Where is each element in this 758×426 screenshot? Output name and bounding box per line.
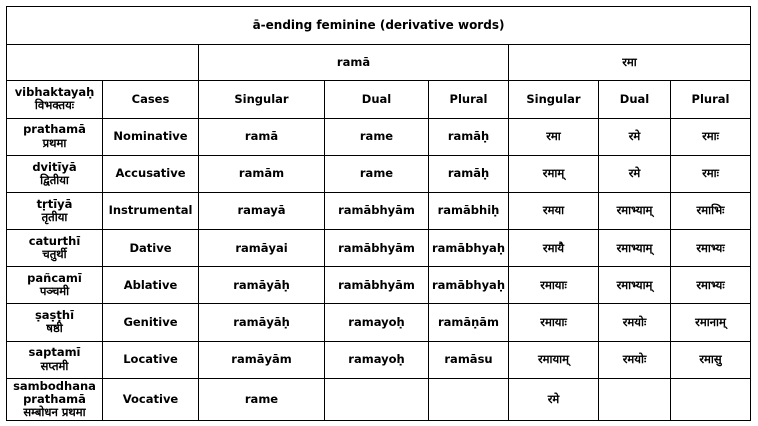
case-cell: Vocative [103, 378, 199, 420]
vibhakti-name-cell [7, 230, 103, 267]
singular-devanagari-cell: रमायाम् [509, 341, 599, 378]
plural-latin-cell: ramābhyaḥ [429, 267, 509, 304]
plural-devanagari-cell: रमाभिः [671, 192, 751, 229]
plural-devanagari-cell: रमाभ्यः [671, 230, 751, 267]
vibhakti-latin: saptamī [28, 345, 81, 360]
dual-latin-cell: ramayoḥ [325, 304, 429, 341]
vibhakti-latin: caturthī [28, 233, 81, 248]
dual-devanagari-cell: रमाभ्याम् [599, 267, 671, 304]
vibhakti-latin: ṣaṣṭhī [34, 308, 75, 323]
singular-latin-cell: ramā [199, 118, 325, 155]
singular-latin-cell: ramāyāḥ [199, 267, 325, 304]
singular-header-dev: Singular [509, 81, 599, 118]
case-cell: Ablative [103, 267, 199, 304]
vibhakti-latin: dvitīyā [32, 159, 77, 174]
vibhakti-name-cell [7, 267, 103, 304]
singular-latin-cell: rame [199, 378, 325, 420]
vibhakti-devanagari: षष्ठी [46, 321, 63, 336]
table-row [7, 192, 751, 229]
vibhakti-devanagari: द्वितीया [40, 172, 69, 187]
dual-header: Dual [325, 81, 429, 118]
vibhakti-header-devanagari: विभक्तयः [34, 98, 75, 113]
vibhakti-devanagari: पञ्चमी [39, 284, 70, 299]
vibhakti-header [7, 81, 103, 118]
dual-devanagari-cell: रमयोः [599, 341, 671, 378]
table-row [7, 378, 751, 420]
dual-latin-cell: ramābhyām [325, 267, 429, 304]
table-row [7, 118, 751, 155]
dual-devanagari-cell: रमे [599, 155, 671, 192]
vibhakti-latin: prathamā [23, 122, 86, 137]
singular-devanagari-cell: रमाम् [509, 155, 599, 192]
case-cell: Accusative [103, 155, 199, 192]
title-row [7, 7, 751, 45]
singular-devanagari-cell: रमायाः [509, 267, 599, 304]
dual-devanagari-cell: रमयोः [599, 304, 671, 341]
dual-latin-cell: ramābhyām [325, 230, 429, 267]
case-cell: Genitive [103, 304, 199, 341]
vibhakti-name-cell [7, 192, 103, 229]
dual-latin-cell: ramayoḥ [325, 341, 429, 378]
vibhakti-latin: pañcamī [27, 271, 82, 286]
plural-header-dev: Plural [671, 81, 751, 118]
vibhakti-name-cell [7, 304, 103, 341]
table-row [7, 341, 751, 378]
plural-latin-cell: ramāḥ [429, 118, 509, 155]
singular-latin-cell: ramayā [199, 192, 325, 229]
singular-devanagari-cell: रमायाः [509, 304, 599, 341]
vibhakti-devanagari: चतुर्थी [42, 247, 67, 262]
case-cell: Locative [103, 341, 199, 378]
plural-header: Plural [429, 81, 509, 118]
dual-devanagari-cell: रमाभ्याम् [599, 192, 671, 229]
singular-devanagari-cell: रमायै [509, 230, 599, 267]
case-cell: Nominative [103, 118, 199, 155]
table-row [7, 230, 751, 267]
vibhakti-name-cell [7, 155, 103, 192]
dual-latin-cell: ramābhyām [325, 192, 429, 229]
group-header-row [7, 45, 751, 81]
vibhakti-devanagari: तृतीया [41, 209, 68, 224]
vibhakti-latin: tṛtīyā [36, 196, 73, 211]
plural-latin-cell: ramāsu [429, 341, 509, 378]
dual-latin-cell: rame [325, 155, 429, 192]
plural-latin-cell: ramāṇām [429, 304, 509, 341]
table-row [7, 155, 751, 192]
vibhakti-devanagari: प्रथमा [42, 135, 67, 150]
plural-devanagari-cell: रमाभ्यः [671, 267, 751, 304]
vibhakti-devanagari: सम्बोधन प्रथमा [23, 404, 86, 419]
vibhakti-name-cell [7, 378, 103, 420]
singular-latin-cell: ramāyām [199, 341, 325, 378]
plural-devanagari-cell: रमाः [671, 155, 751, 192]
dual-latin-cell [325, 378, 429, 420]
cases-header: Cases [103, 81, 199, 118]
vibhakti-name-cell [7, 341, 103, 378]
group-latin-header: ramā [199, 45, 509, 81]
vibhakti-header-latin: vibhaktayaḥ [14, 85, 95, 100]
dual-devanagari-cell: रमे [599, 118, 671, 155]
singular-devanagari-cell: रमया [509, 192, 599, 229]
vibhakti-devanagari: सप्तमी [40, 358, 69, 373]
plural-latin-cell: ramābhyaḥ [429, 230, 509, 267]
vibhakti-latin: sambodhana prathamā [13, 378, 96, 406]
dual-devanagari-cell [599, 378, 671, 420]
plural-latin-cell: ramāḥ [429, 155, 509, 192]
table-row [7, 267, 751, 304]
dual-latin-cell: rame [325, 118, 429, 155]
singular-header: Singular [199, 81, 325, 118]
plural-devanagari-cell [671, 378, 751, 420]
plural-devanagari-cell: रमाः [671, 118, 751, 155]
dual-devanagari-cell: रमाभ्याम् [599, 230, 671, 267]
plural-devanagari-cell: रमासु [671, 341, 751, 378]
case-cell: Instrumental [103, 192, 199, 229]
singular-latin-cell: ramāyāḥ [199, 304, 325, 341]
declension-table [6, 6, 751, 421]
singular-latin-cell: ramām [199, 155, 325, 192]
singular-devanagari-cell: रमा [509, 118, 599, 155]
column-header-row [7, 81, 751, 118]
dual-header-dev: Dual [599, 81, 671, 118]
singular-latin-cell: ramāyai [199, 230, 325, 267]
plural-devanagari-cell: रमानाम् [671, 304, 751, 341]
table-row [7, 304, 751, 341]
table-title: ā-ending feminine (derivative words) [7, 7, 751, 45]
case-cell: Dative [103, 230, 199, 267]
plural-latin-cell [429, 378, 509, 420]
vibhakti-name-cell [7, 118, 103, 155]
group-devanagari-header: रमा [509, 45, 751, 81]
plural-latin-cell: ramābhiḥ [429, 192, 509, 229]
blank-corner-cell [7, 45, 199, 81]
singular-devanagari-cell: रमे [509, 378, 599, 420]
